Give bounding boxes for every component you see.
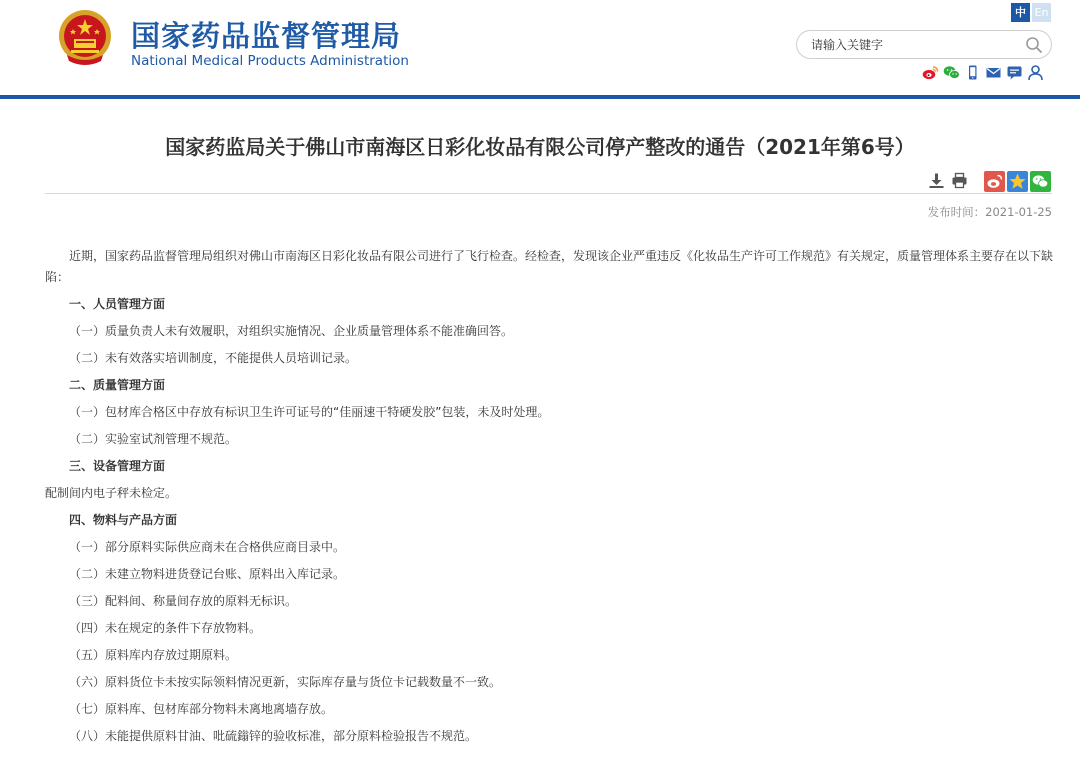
national-emblem-icon xyxy=(57,9,113,67)
article-lines xyxy=(45,294,1055,747)
user-icon[interactable] xyxy=(1027,64,1044,81)
weibo-icon[interactable] xyxy=(922,64,939,81)
section-heading: 一、人员管理方面 xyxy=(69,297,166,311)
article-paragraph: （一）部分原料实际供应商未在合格供应商目录中。 xyxy=(69,540,346,554)
mobile-icon[interactable] xyxy=(964,64,981,81)
article-paragraph: （二）未有效落实培训制度，不能提供人员培训记录。 xyxy=(69,351,358,365)
site-name-cn: 国家药品监督管理局 xyxy=(131,19,402,53)
article-paragraph: （四）未在规定的条件下存放物料。 xyxy=(69,621,262,635)
wechat-icon[interactable] xyxy=(943,64,960,81)
search-icon[interactable] xyxy=(1025,36,1043,54)
section-heading: 二、质量管理方面 xyxy=(69,378,166,392)
section-heading: 三、设备管理方面 xyxy=(69,459,166,473)
article-paragraph: （六）原料货位卡未按实际领料情况更新，实际库存量与货位卡记载数量不一致。 xyxy=(69,675,502,689)
article-paragraph: （五）原料库内存放过期原料。 xyxy=(69,648,238,662)
article-paragraph: 配制间内电子秤未检定。 xyxy=(45,486,178,500)
download-icon[interactable] xyxy=(928,172,945,189)
article-paragraph: （二）未建立物料进货登记台账、原料出入库记录。 xyxy=(69,567,346,581)
email-icon[interactable] xyxy=(985,64,1002,81)
article-body xyxy=(45,246,1055,753)
share-weibo-icon[interactable] xyxy=(984,171,1005,192)
site-name-en: National Medical Products Administration xyxy=(131,53,409,69)
article-paragraph: （七）原料库、包材库部分物料未离地离墙存放。 xyxy=(69,702,334,716)
article-tools xyxy=(928,172,968,189)
article-paragraph: （二）实验室试剂管理不规范。 xyxy=(69,432,238,446)
article-title: 国家药监局关于佛山市南海区日彩化妆品有限公司停产整改的通告（2021年第6号） xyxy=(165,135,915,159)
article-paragraph: （三）配料间、称量间存放的原料无标识。 xyxy=(69,594,298,608)
message-icon[interactable] xyxy=(1006,64,1023,81)
search-input[interactable] xyxy=(811,36,1011,54)
search-box xyxy=(796,30,1052,59)
share-qzone-icon[interactable] xyxy=(1007,171,1028,192)
header-divider-bar xyxy=(0,95,1080,99)
share-wechat-icon[interactable] xyxy=(1030,171,1051,192)
site-header xyxy=(0,0,1080,97)
publish-date: 发布时间：2021-01-25 xyxy=(927,205,1052,219)
social-links xyxy=(922,64,1044,81)
article-paragraph: （八）未能提供原料甘油、吡硫鎓锌的验收标准，部分原料检验报告不规范。 xyxy=(69,729,478,743)
title-divider xyxy=(45,193,1052,194)
article-paragraph: （一）质量负责人未有效履职，对组织实施情况、企业质量管理体系不能准确回答。 xyxy=(69,324,514,338)
section-heading: 四、物料与产品方面 xyxy=(69,513,178,527)
article-paragraph: （一）包材库合格区中存放有标识卫生许可证号的“佳丽速干特硬发胶”包装，未及时处理。 xyxy=(69,405,550,419)
article-intro: 近期，国家药品监督管理局组织对佛山市南海区日彩化妆品有限公司进行了飞行检查。经检查，发现该企业严重违反《化妆品生产许可工作规范》有关规定，质量管理体系主要存在以下缺陷： xyxy=(45,249,1054,284)
language-switch xyxy=(1011,3,1051,22)
print-icon[interactable] xyxy=(951,172,968,189)
lang-en-button[interactable]: En xyxy=(1032,3,1051,22)
lang-zh-button[interactable]: 中 xyxy=(1011,3,1030,22)
share-tools xyxy=(984,171,1051,192)
